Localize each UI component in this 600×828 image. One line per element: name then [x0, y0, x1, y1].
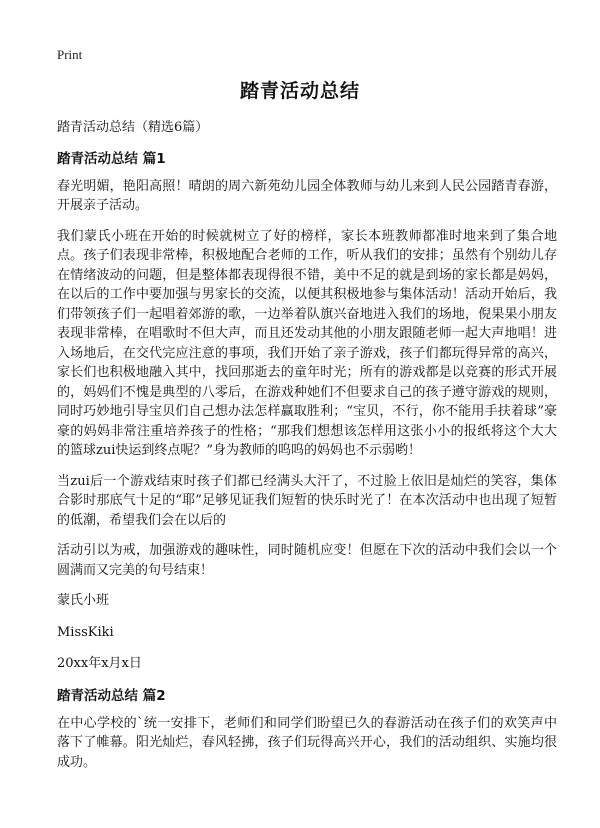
print-link[interactable]: Print: [57, 47, 83, 62]
section-heading-2: 踏青活动总结 篇2: [57, 687, 166, 704]
signature-class: 蒙氏小班: [57, 593, 110, 608]
section1-paragraph-2: 我们蒙氏小班在开始的时候就树立了好的榜样，家长本班教师都准时地来到了集合地点。孩子们表现非常棒，积极地配合老师的工作，听从我们的安排；虽然有个别幼儿存在情绪波动的问题，但是整体都表现得很不错，美中不足的就是到场的家长都是妈妈，在以后的工作中要加强与男家长的交流，以便其积极地参与集体活动！活动开始后，我们带领孩子们一起唱着郊游的歌，一边举着队旗兴奋地进入我们的场地，倪果果小朋友表现非常棒，在唱歌时不但大声，而且还发动其他的小朋友跟随老师一起大声地唱！进入场地后，在交代完应注意的事项，我们开始了亲子游戏，孩子们都玩得异常的高兴，家长们也积极地融入其中，找回那逝去的童年时光；所有的游戏都是以竞赛的形式开展的，妈妈们不愧是典型的八零后，在游戏种她们不但要求自己的孩子遵守游戏的规则，同时巧妙地引导宝贝们自己想办法怎样赢取胜利；“宝贝，不行，你不能用手扶着球”豪豪的妈妈非常注重培养孩子的性格；“那我们想想该怎样用这张小小的报纸将这个大大的篮球zui快运到终点呢？”身为教师的呜呜的妈妈也不示弱哟！: [57, 228, 557, 458]
document-body: [57, 118, 557, 783]
section-heading-1: 踏青活动总结 篇1: [57, 150, 166, 167]
section1-paragraph-1: 春光明媚，艳阳高照！晴朗的周六新苑幼儿园全体教师与幼儿来到人民公园踏青春游，开展亲子活动。: [57, 178, 557, 213]
section1-paragraph-4: 活动引以为戒，加强游戏的趣味性，同时随机应变！但愿在下次的活动中我们会以一个圆满而又完美的句号结束！: [57, 543, 557, 578]
document-subtitle: 踏青活动总结（精选6篇）: [57, 120, 209, 135]
page-title: 踏青活动总结: [239, 80, 360, 102]
signature-name: MissKiki: [57, 624, 114, 640]
section1-paragraph-3: 当zui后一个游戏结束时孩子们都已经满头大汗了，不过脸上依旧是灿烂的笑容，集体合影时那底气十足的“耶”足够见证我们短暂的快乐时光了！在本次活动中也出现了短暂的低潮，希望我们会在以后的: [57, 473, 557, 528]
section2-paragraph-1: 在中心学校的`统一安排下，老师们和同学们盼望已久的春游活动在孩子们的欢笑声中落下了帷幕。阳光灿烂，春风轻拂，孩子们玩得高兴开心，我们的活动组织、实施均很成功。: [57, 715, 557, 770]
signature-date: 20xx年x月x日: [57, 656, 142, 671]
